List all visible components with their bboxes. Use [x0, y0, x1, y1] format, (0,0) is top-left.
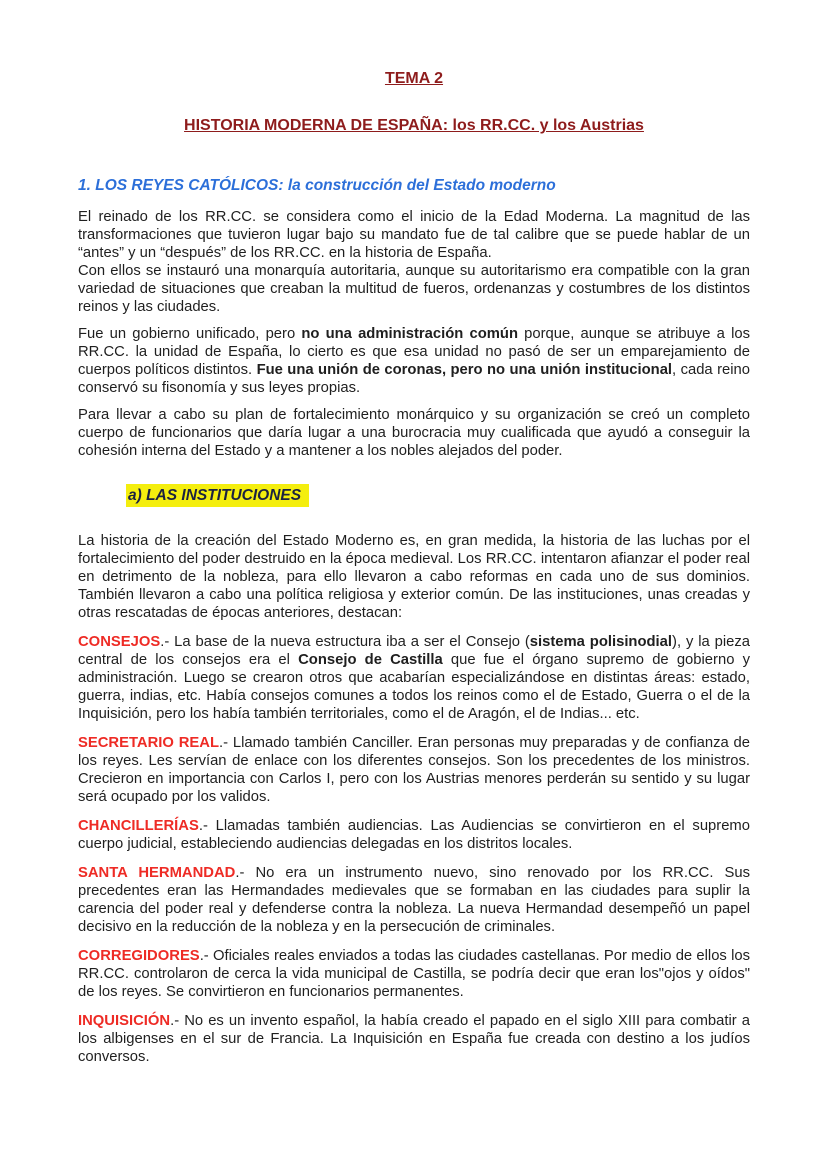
institution-paragraph — [78, 947, 750, 1001]
paragraph — [78, 325, 750, 397]
bold-text-run: sistema polisinodial — [529, 634, 673, 650]
institution-paragraph — [78, 817, 750, 853]
text-run: Fue un gobierno unificado, pero — [78, 326, 302, 342]
bold-text-run: Consejo de Castilla — [298, 652, 443, 668]
paragraph — [78, 532, 750, 622]
text-run: , cada reino conservó su fisonomía y sus leyes propias. — [78, 362, 750, 396]
text-run: .- No era un instrumento nuevo, sino renovado por los RR.CC. Sus precedentes eran las Hermandades medievales que se formaban en las ciudades para suplir la carencia del poder real y defenderse contra la nobleza. La nueva Hermandad desempeñó un papel decisivo en la reducción de la nobleza y en la persecución de criminales. — [78, 865, 750, 935]
subsection-a-heading — [126, 487, 750, 505]
text-run: .- No es un invento español, la había creado el papado en el siglo XIII para combatir a los albigenses en el sur de Francia. La Inquisición en España fue creada con destino a los judíos conversos. — [78, 1013, 750, 1065]
text-run: La historia de la creación del Estado Moderno es, en gran medida, la historia de las luchas por el fortalecimiento del poder destruido en la época medieval. Los RR.CC. intentaron afianzar el poder real en detrimento de la nobleza, para ello llevaron a cabo reformas en cada uno de sus dominios. También llevaron a cabo una política religiosa y exterior común. De las instituciones, unas creadas y otras rescatadas de épocas anteriores, destacan: — [78, 533, 750, 621]
institution-term: INQUISICIÓN — [78, 1013, 171, 1029]
text-run: .- La base de la nueva estructura iba a ser el Consejo ( — [160, 634, 530, 650]
institution-term: SECRETARIO REAL — [78, 735, 220, 751]
subsection-a-heading-text: a) LAS INSTITUCIONES — [126, 484, 309, 507]
institution-paragraph — [78, 734, 750, 806]
text-run: porque, aunque se atribuye a los RR.CC. la unidad de España, lo cierto es que esa unidad no pasó de ser un emparejamiento de cuerpos políticos distintos. — [78, 326, 750, 378]
institution-term: CORREGIDORES — [78, 948, 200, 964]
bold-text-run: Fue una unión de coronas, pero no una unión institucional — [256, 362, 673, 378]
document-subtitle: HISTORIA MODERNA DE ESPAÑA: los RR.CC. y los Austrias — [184, 117, 644, 134]
institution-paragraph — [78, 864, 750, 936]
subsection-a-body — [78, 532, 750, 1066]
institution-term: CHANCILLERÍAS — [78, 818, 199, 834]
institution-term: SANTA HERMANDAD — [78, 865, 236, 881]
text-run: El reinado de los RR.CC. se considera como el inicio de la Edad Moderna. La magnitud de las transformaciones que tuvieron lugar bajo su mandato fue de tal calibre que se puede hablar de un “antes” y un “después” de los RR.CC. en la historia de España. — [78, 209, 750, 261]
paragraph — [78, 406, 750, 460]
paragraph — [78, 262, 750, 316]
institution-paragraph — [78, 1012, 750, 1066]
institution-term: CONSEJOS — [78, 634, 161, 650]
text-run: Para llevar a cabo su plan de fortalecimiento monárquico y su organización se creó un completo cuerpo de funcionarios que daría lugar a una burocracia muy cualificada que ayudó a conseguir la cohesión interna del Estado y a mantener a los nobles alejados del poder. — [78, 407, 750, 459]
section-1-body — [78, 208, 750, 460]
text-run: .- Oficiales reales enviados a todas las ciudades castellanas. Por medio de ellos los RR.CC. controlaron de cerca la vida municipal de Castilla, se podría decir que eran los"ojos y oídos" de los reyes. Se convirtieron en funcionarios permanentes. — [78, 948, 750, 1000]
institution-paragraph — [78, 633, 750, 723]
text-run: Con ellos se instauró una monarquía autoritaria, aunque su autoritarismo era compatible con la gran variedad de situaciones que creaban la multitud de fueros, ordenanzas y costumbres de los distintos reinos y las ciudades. — [78, 263, 750, 315]
section-1-heading: 1. LOS REYES CATÓLICOS: la construcción del Estado moderno — [78, 177, 556, 194]
text-run: .- Llamadas también audiencias. Las Audiencias se convirtieron en el supremo cuerpo judicial, estableciendo audiencias delegadas en los distritos locales. — [78, 818, 750, 852]
text-run: que fue el órgano supremo de gobierno y administración. Luego se crearon otros que acabarían especializándose en distintas áreas: estado, guerra, indias, etc. Había consejos comunes a todos los reinos como el de Estado, Guerra o el de la Inquisición, pero los había también territoriales, como el de Aragón, el de Indias... etc. — [78, 652, 750, 722]
text-run: .- Llamado también Canciller. Eran personas muy preparadas y de confianza de los reyes. Les servían de enlace con los diferentes consejos. Son los precedentes de los ministros. Crecieron en importancia con Carlos I, pero con los Austrias menores perderán su sentido y su lugar será ocupado por los validos. — [78, 735, 750, 805]
paragraph — [78, 208, 750, 262]
bold-text-run: no una administración común — [301, 326, 518, 342]
document-title: TEMA 2 — [384, 70, 444, 87]
text-run: ), y la pieza central de los consejos era el — [78, 634, 750, 668]
